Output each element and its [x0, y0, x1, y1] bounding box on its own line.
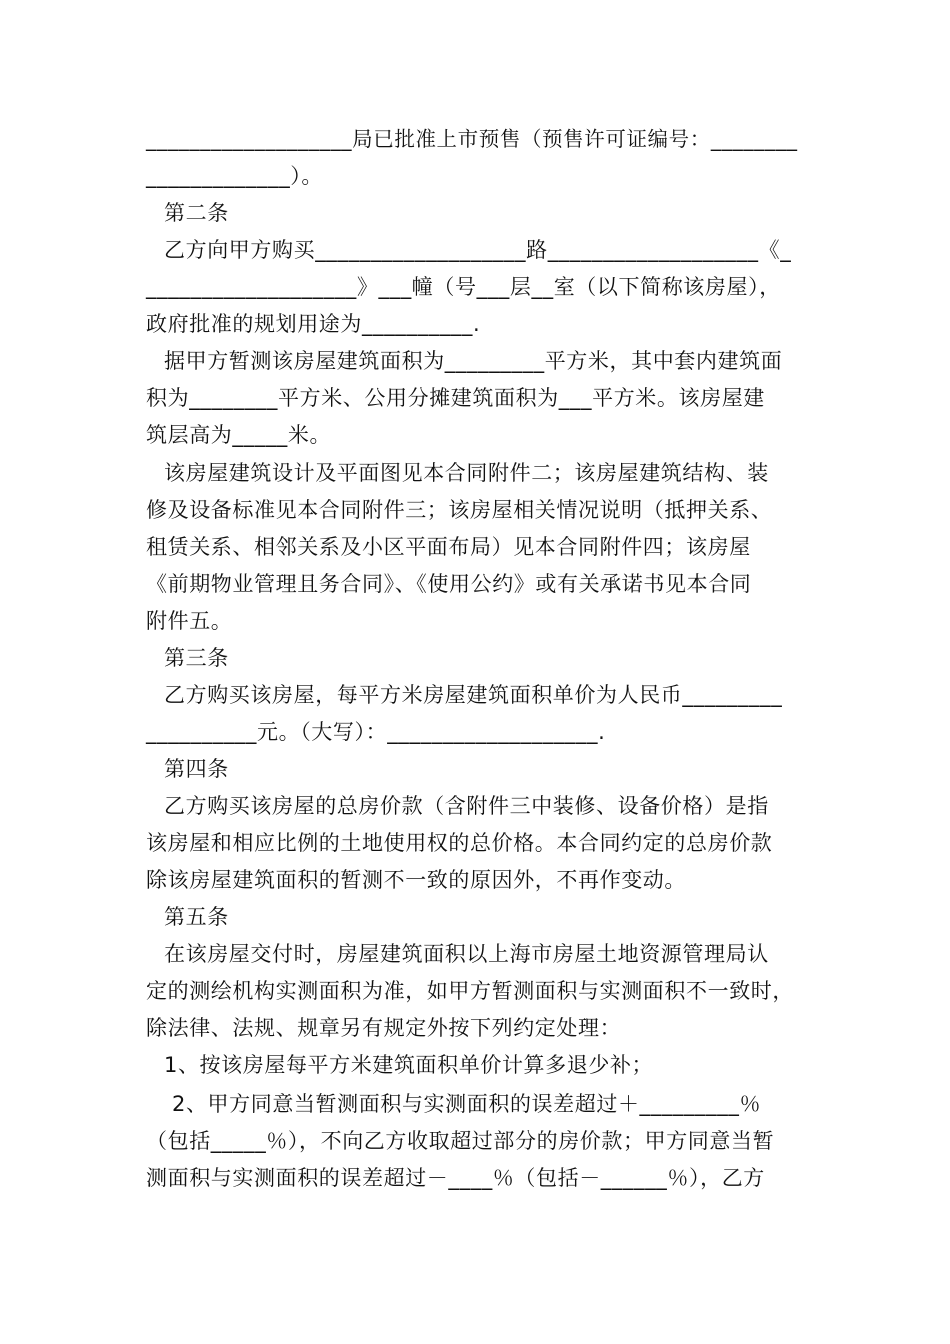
text-line: ___________________局已批准上市预售（预售许可证编号：________: [146, 127, 798, 151]
article-heading: 第四条: [164, 757, 229, 781]
text-line: 乙方购买该房屋的总房价款（含附件三中装修、设备价格）是指: [164, 794, 769, 818]
text-line: 该房屋建筑设计及平面图见本合同附件二；该房屋建筑结构、装: [164, 461, 769, 485]
text-line: 积为________平方米、公用分摊建筑面积为___平方米。该房屋建: [146, 386, 765, 410]
article-heading: 第三条: [164, 646, 229, 670]
text-line: 租赁关系、相邻关系及小区平面布局）见本合同附件四；该房屋: [146, 535, 751, 559]
list-item: 2、甲方同意当暂测面积与实测面积的误差超过＋_________％: [172, 1092, 762, 1116]
text-line: 除该房屋建筑面积的暂测不一致的原因外，不再作变动。: [146, 868, 686, 892]
text-line: 政府批准的规划用途为__________.: [146, 312, 481, 336]
article-heading: 第五条: [164, 905, 229, 929]
text-line: 附件五。: [146, 609, 233, 633]
text-line: 除法律、法规、规章另有规定外按下列约定处理：: [146, 1016, 622, 1040]
text-line: 《前期物业管理且务合同》、《使用公约》或有关承诺书见本合同: [146, 572, 752, 596]
text-line: 定的测绘机构实测面积为准，如甲方暂测面积与实测面积不一致时，: [146, 979, 794, 1003]
text-line: __________元。（大写）：___________________.: [146, 720, 606, 744]
text-line: 修及设备标准见本合同附件三；该房屋相关情况说明（抵押关系、: [146, 498, 773, 522]
text-line: ___________________》___幢（号___层__室（以下简称该房屋），: [146, 275, 781, 299]
text-line: 在该房屋交付时，房屋建筑面积以上海市房屋土地资源管理局认: [164, 942, 769, 966]
text-line: 测面积与实测面积的误差超过－____％（包括－______％），乙方: [146, 1166, 765, 1190]
article-heading: 第二条: [164, 201, 229, 225]
text-line: （包括_____％），不向乙方收取超过部分的房价款；甲方同意当暂: [146, 1129, 775, 1153]
text-line: 筑层高为_____米。: [146, 423, 332, 447]
list-item: 1、按该房屋每平方米建筑面积单价计算多退少补；: [164, 1053, 654, 1077]
text-line: 该房屋和相应比例的土地使用权的总价格。本合同约定的总房价款: [146, 831, 773, 855]
text-line: _____________）。: [146, 164, 323, 188]
text-line: 乙方购买该房屋，每平方米房屋建筑面积单价为人民币_________: [164, 683, 783, 707]
text-line: 据甲方暂测该房屋建筑面积为_________平方米，其中套内建筑面: [164, 349, 783, 373]
text-line: 乙方向甲方购买___________________路___________________《_: [164, 238, 792, 262]
